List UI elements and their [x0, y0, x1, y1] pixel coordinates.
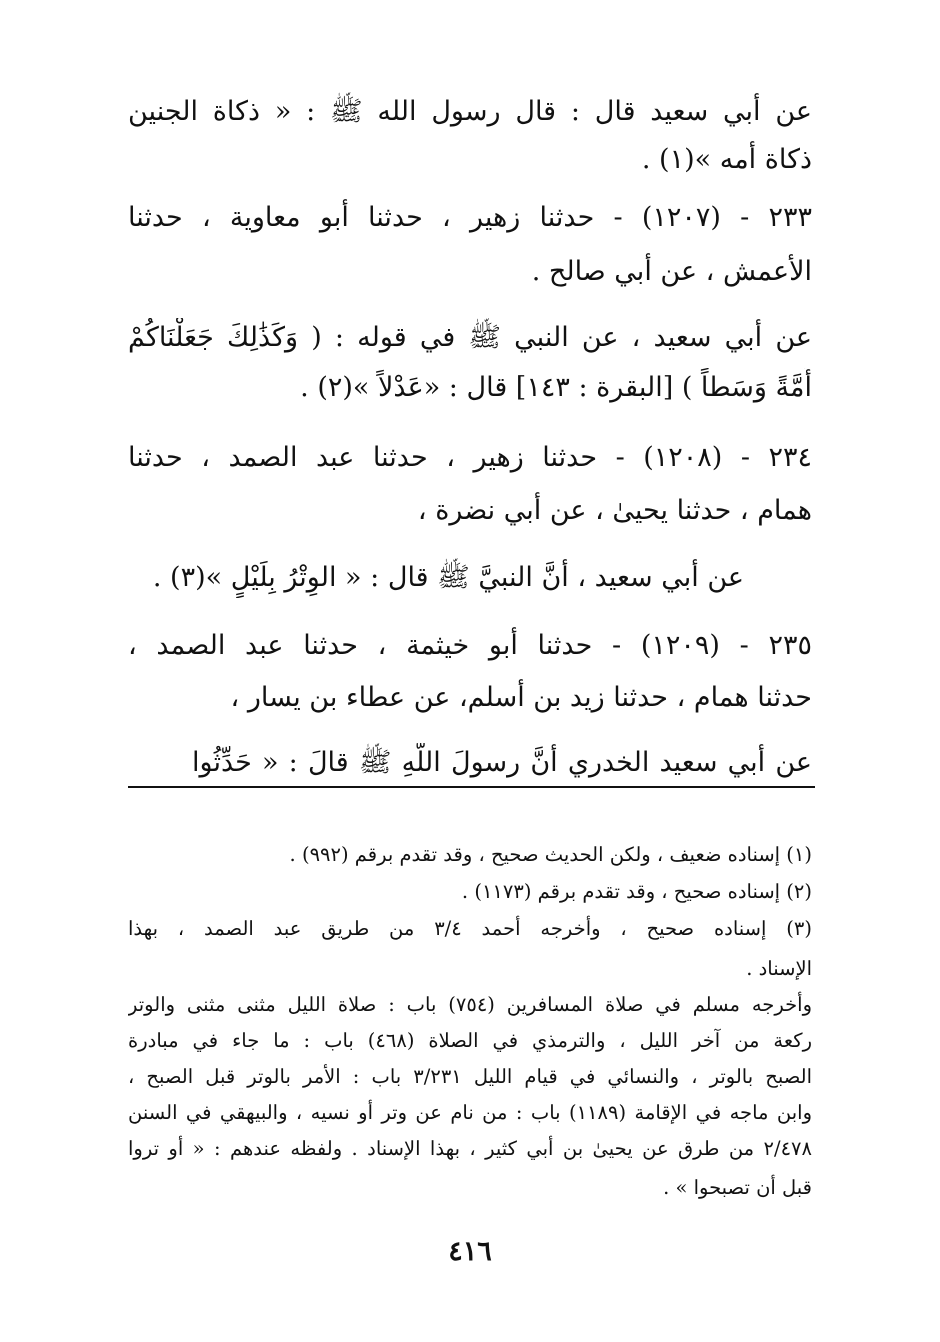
page-number: ٤١٦	[448, 1236, 492, 1267]
footnote-separator	[128, 786, 815, 788]
footnote-line: وأخرجه مسلم في صلاة المسافرين (٧٥٤) باب : صلاة الليل مثنى مثنى والوتر	[128, 993, 812, 1016]
hadith-233-isnad: ٢٣٣ - (١٢٠٧) - حدثنا زهير ، حدثنا أبو معاوية ، حدثنا	[128, 202, 812, 233]
body-line: عن أبي سعيد قال : قال رسول الله ﷺ : « ذكاة الجنين	[128, 96, 812, 127]
footnote-line: الإسناد .	[746, 957, 812, 980]
body-line: عن أبي سعيد ، أنَّ النبيَّ ﷺ قال : « الوِتْرُ بِلَيْلٍ »(٣) .	[152, 562, 744, 593]
footnote-line: وابن ماجه في الإقامة (١١٨٩) باب : من نام عن وتر أو نسيه ، والبيهقي في السنن	[128, 1101, 812, 1124]
hadith-234-isnad: ٢٣٤ - (١٢٠٨) - حدثنا زهير ، حدثنا عبد الصمد ، حدثنا	[128, 442, 812, 473]
body-line: حدثنا همام ، حدثنا زيد بن أسلم، عن عطاء بن يسار ،	[230, 682, 812, 713]
footnote-line: الصبح بالوتر ، والنسائي في قيام الليل ٣/٢٣١ باب : الأمر بالوتر قبل الصبح ،	[128, 1065, 812, 1088]
footnote-3: (٣) إسناده صحيح ، وأخرجه أحمد ٣/٤ من طريق عبد الصمد ، بهذا	[128, 917, 812, 940]
footnote-line: قبل أن تصبحوا » .	[663, 1176, 812, 1199]
body-line: الأعمش ، عن أبي صالح .	[531, 256, 812, 287]
body-line: ذكاة أمه »(١) .	[641, 144, 812, 175]
footnote-line: ركعة من آخر الليل ، والترمذي في الصلاة (٤٦٨) باب : ما جاء في مبادرة	[128, 1029, 812, 1052]
footnote-2: (٢) إسناده صحيح ، وقد تقدم برقم (١١٧٣) .	[461, 880, 812, 903]
body-line: أُمَّةً وَسَطاً ) [البقرة : ١٤٣] قال : «عَدْلاً »(٢) .	[300, 372, 812, 403]
body-line: همام ، حدثنا يحيىٰ ، عن أبي نضرة ،	[417, 495, 812, 526]
body-line: عن أبي سعيد الخدري أنَّ رسولَ اللَّهِ ﷺ قالَ : « حَدِّثُوا	[192, 747, 812, 778]
body-line: عن أبي سعيد ، عن النبي ﷺ في قوله : ( وَكَذَٰلِكَ جَعَلْنَاكُمْ	[128, 322, 812, 353]
footnote-line: ٢/٤٧٨ من طرق عن يحيىٰ بن أبي كثير ، بهذا الإسناد . ولفظه عندهم : « أو تروا	[128, 1137, 812, 1160]
hadith-235-isnad: ٢٣٥ - (١٢٠٩) - حدثنا أبو خيثمة ، حدثنا عبد الصمد ،	[128, 630, 812, 661]
footnote-1: (١) إسناده ضعيف ، ولكن الحديث صحيح ، وقد تقدم برقم (٩٩٢) .	[289, 843, 812, 866]
